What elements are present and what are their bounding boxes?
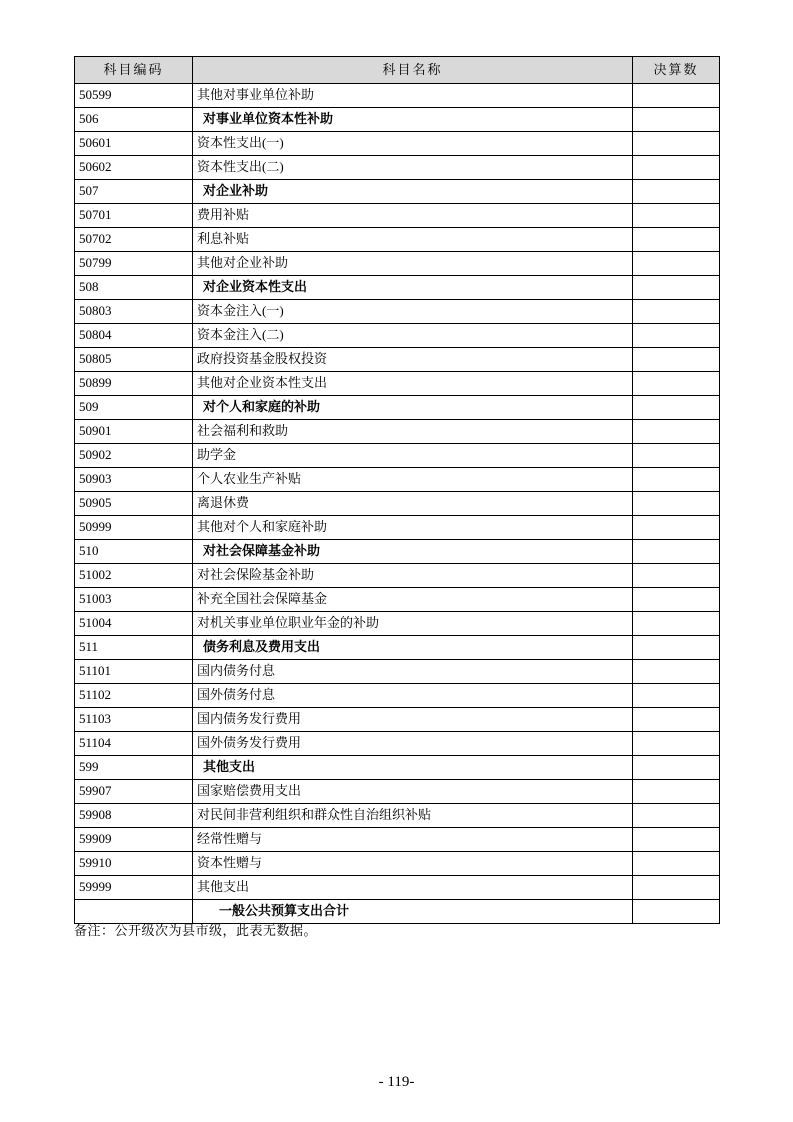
- cell-final-amount: [633, 516, 720, 540]
- cell-subject-name: 对机关事业单位职业年金的补助: [193, 612, 633, 636]
- cell-subject-code: 50799: [75, 252, 193, 276]
- cell-subject-name: 对事业单位资本性补助: [193, 108, 633, 132]
- cell-subject-code: 51003: [75, 588, 193, 612]
- table-row: [75, 468, 720, 492]
- cell-final-amount: [633, 564, 720, 588]
- cell-subject-name: 费用补贴: [193, 204, 633, 228]
- cell-subject-name: 资本金注入(一): [193, 300, 633, 324]
- cell-subject-code: 50701: [75, 204, 193, 228]
- table-body: [75, 84, 720, 924]
- cell-subject-code: 51002: [75, 564, 193, 588]
- cell-final-amount: [633, 348, 720, 372]
- cell-subject-name: 利息补贴: [193, 228, 633, 252]
- cell-final-amount: [633, 252, 720, 276]
- table-row: [75, 348, 720, 372]
- table-header-row: [75, 57, 720, 84]
- cell-final-amount: [633, 156, 720, 180]
- cell-final-amount: [633, 492, 720, 516]
- table-header: [75, 57, 720, 84]
- cell-subject-code: 59907: [75, 780, 193, 804]
- cell-final-amount: [633, 804, 720, 828]
- cell-final-amount: [633, 468, 720, 492]
- cell-subject-name: 其他对事业单位补助: [193, 84, 633, 108]
- cell-subject-code: 59910: [75, 852, 193, 876]
- cell-final-amount: [633, 84, 720, 108]
- cell-subject-code: 59909: [75, 828, 193, 852]
- cell-subject-code: 50702: [75, 228, 193, 252]
- table-row: [75, 180, 720, 204]
- table-row: [75, 684, 720, 708]
- table-row: [75, 84, 720, 108]
- cell-final-amount: [633, 732, 720, 756]
- cell-subject-name: 对个人和家庭的补助: [193, 396, 633, 420]
- cell-subject-code: 51004: [75, 612, 193, 636]
- cell-final-amount: [633, 876, 720, 900]
- cell-subject-name: 对民间非营利组织和群众性自治组织补贴: [193, 804, 633, 828]
- cell-subject-name: 资本性支出(二): [193, 156, 633, 180]
- table-row: [75, 420, 720, 444]
- cell-subject-name: 国内债务发行费用: [193, 708, 633, 732]
- table-row: [75, 516, 720, 540]
- cell-subject-name: 其他对企业资本性支出: [193, 372, 633, 396]
- cell-final-amount: [633, 660, 720, 684]
- cell-final-amount: [633, 612, 720, 636]
- cell-final-amount: [633, 180, 720, 204]
- cell-subject-name: 其他对企业补助: [193, 252, 633, 276]
- column-header-code: 科目编码: [75, 57, 193, 84]
- cell-final-amount: [633, 708, 720, 732]
- cell-subject-name: 国家赔偿费用支出: [193, 780, 633, 804]
- cell-subject-name: 对社会保险基金补助: [193, 564, 633, 588]
- cell-final-amount: [633, 900, 720, 924]
- cell-subject-name: 其他支出: [193, 876, 633, 900]
- cell-subject-code: 59908: [75, 804, 193, 828]
- cell-subject-code: 599: [75, 756, 193, 780]
- column-header-name: 科目名称: [193, 57, 633, 84]
- cell-final-amount: [633, 204, 720, 228]
- cell-subject-code: 50804: [75, 324, 193, 348]
- table-row: [75, 204, 720, 228]
- cell-final-amount: [633, 540, 720, 564]
- cell-subject-code: 51104: [75, 732, 193, 756]
- cell-subject-name: 社会福利和救助: [193, 420, 633, 444]
- cell-subject-name: 国外债务发行费用: [193, 732, 633, 756]
- table-row: [75, 876, 720, 900]
- cell-subject-code: 511: [75, 636, 193, 660]
- cell-subject-code: 508: [75, 276, 193, 300]
- cell-subject-code: 507: [75, 180, 193, 204]
- table-row: [75, 396, 720, 420]
- cell-final-amount: [633, 324, 720, 348]
- cell-final-amount: [633, 588, 720, 612]
- cell-final-amount: [633, 828, 720, 852]
- cell-subject-name: 补充全国社会保障基金: [193, 588, 633, 612]
- cell-final-amount: [633, 372, 720, 396]
- table-row: [75, 108, 720, 132]
- cell-final-amount: [633, 852, 720, 876]
- table-row: [75, 732, 720, 756]
- table-row: [75, 660, 720, 684]
- cell-subject-code: 50902: [75, 444, 193, 468]
- cell-subject-code: 50803: [75, 300, 193, 324]
- cell-final-amount: [633, 300, 720, 324]
- table-note: 备注：公开级次为县市级，此表无数据。: [74, 923, 318, 938]
- cell-final-amount: [633, 396, 720, 420]
- cell-subject-name: 资本性赠与: [193, 852, 633, 876]
- cell-final-amount: [633, 636, 720, 660]
- cell-subject-code: 50899: [75, 372, 193, 396]
- table-row: [75, 588, 720, 612]
- table-row: [75, 804, 720, 828]
- table-row: [75, 492, 720, 516]
- cell-subject-code: 50599: [75, 84, 193, 108]
- table-row: [75, 444, 720, 468]
- budget-table-container: [74, 56, 719, 924]
- cell-subject-name: 经常性赠与: [193, 828, 633, 852]
- cell-subject-name: 个人农业生产补贴: [193, 468, 633, 492]
- table-row: [75, 756, 720, 780]
- cell-subject-code: 51102: [75, 684, 193, 708]
- cell-subject-name: 对企业补助: [193, 180, 633, 204]
- cell-final-amount: [633, 108, 720, 132]
- cell-subject-name: 资本金注入(二): [193, 324, 633, 348]
- cell-subject-code: 50905: [75, 492, 193, 516]
- cell-final-amount: [633, 684, 720, 708]
- cell-subject-code: 59999: [75, 876, 193, 900]
- cell-subject-code: 50602: [75, 156, 193, 180]
- table-row: [75, 828, 720, 852]
- table-row: [75, 300, 720, 324]
- table-row: [75, 708, 720, 732]
- table-row: [75, 852, 720, 876]
- cell-final-amount: [633, 756, 720, 780]
- table-row: [75, 252, 720, 276]
- cell-subject-name: 助学金: [193, 444, 633, 468]
- cell-subject-code: 50901: [75, 420, 193, 444]
- cell-subject-name: 政府投资基金股权投资: [193, 348, 633, 372]
- cell-subject-code: 510: [75, 540, 193, 564]
- cell-final-amount: [633, 780, 720, 804]
- cell-subject-code: 50601: [75, 132, 193, 156]
- table-row: [75, 612, 720, 636]
- table-row: [75, 636, 720, 660]
- cell-subject-code: 50903: [75, 468, 193, 492]
- page-number: - 119-: [378, 1074, 415, 1090]
- cell-subject-name: 其他支出: [193, 756, 633, 780]
- cell-subject-name: 对企业资本性支出: [193, 276, 633, 300]
- table-row: [75, 276, 720, 300]
- table-row: [75, 780, 720, 804]
- table-row: [75, 228, 720, 252]
- cell-subject-name: 国外债务付息: [193, 684, 633, 708]
- table-row: [75, 324, 720, 348]
- cell-subject-code: 509: [75, 396, 193, 420]
- cell-final-amount: [633, 228, 720, 252]
- cell-final-amount: [633, 420, 720, 444]
- table-row: [75, 540, 720, 564]
- cell-final-amount: [633, 132, 720, 156]
- cell-subject-name: 离退休费: [193, 492, 633, 516]
- cell-subject-name: 国内债务付息: [193, 660, 633, 684]
- cell-subject-code: 506: [75, 108, 193, 132]
- cell-subject-name: 一般公共预算支出合计: [193, 900, 633, 924]
- budget-table: [74, 56, 720, 924]
- cell-final-amount: [633, 276, 720, 300]
- cell-subject-code: 50999: [75, 516, 193, 540]
- cell-subject-name: 其他对个人和家庭补助: [193, 516, 633, 540]
- table-row: [75, 156, 720, 180]
- cell-subject-name: 对社会保障基金补助: [193, 540, 633, 564]
- table-row: [75, 564, 720, 588]
- cell-subject-code: 51101: [75, 660, 193, 684]
- cell-subject-name: 资本性支出(一): [193, 132, 633, 156]
- cell-subject-code: 51103: [75, 708, 193, 732]
- table-row: [75, 132, 720, 156]
- table-row: [75, 372, 720, 396]
- cell-subject-name: 债务利息及费用支出: [193, 636, 633, 660]
- column-header-value: 决算数: [633, 57, 720, 84]
- cell-subject-code: 50805: [75, 348, 193, 372]
- cell-final-amount: [633, 444, 720, 468]
